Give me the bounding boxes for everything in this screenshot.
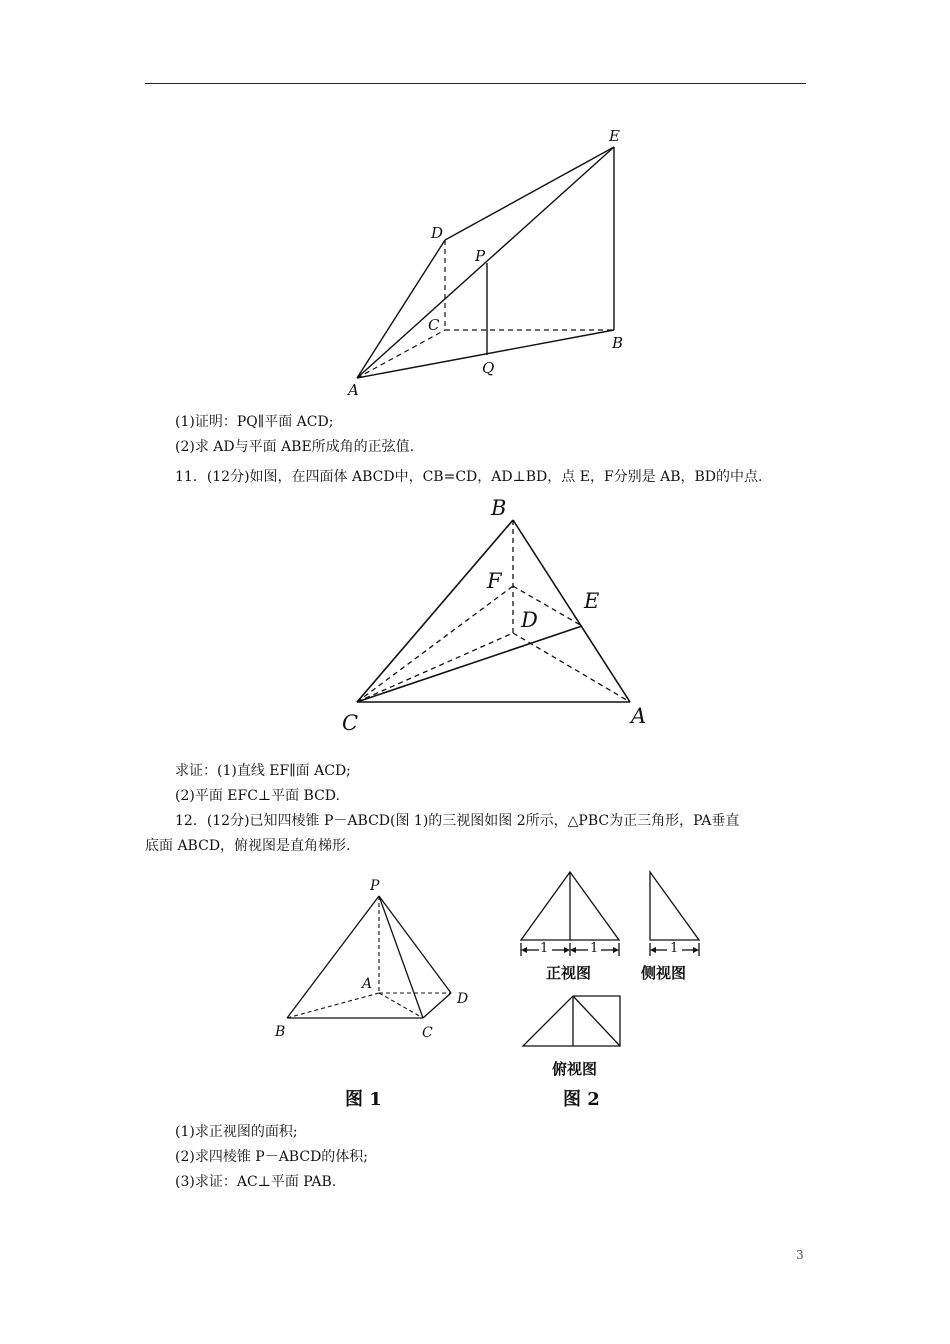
front-view-caption: 正视图	[546, 964, 592, 982]
label-A: A	[348, 381, 359, 399]
side-view-triangle	[650, 872, 699, 940]
edge-AB	[287, 993, 379, 1018]
label-E: E	[609, 127, 620, 145]
top-view-diagonal	[573, 996, 620, 1046]
dim-label-front-right: 1	[590, 941, 599, 956]
q12-stem-line2: 底面 ABCD，俯视图是直角梯形.	[145, 838, 351, 854]
label-P: P	[475, 247, 486, 265]
label-B: B	[275, 1024, 286, 1040]
label-D: D	[457, 991, 469, 1007]
side-view-caption: 侧视图	[641, 964, 687, 982]
edge-CD	[423, 993, 451, 1018]
q12-part1: (1)求正视图的面积;	[175, 1124, 298, 1140]
top-view-caption: 俯视图	[552, 1060, 598, 1078]
q12-part2: (2)求四棱锥 P－ABCD的体积;	[175, 1149, 369, 1165]
label-C: C	[422, 1025, 433, 1041]
fig2-caption: 图 2	[563, 1089, 600, 1110]
dim-label-front-left: 1	[540, 941, 549, 956]
page-number: 3	[796, 1248, 804, 1262]
edge-PD	[379, 896, 451, 993]
label-A: A	[631, 704, 647, 728]
q10-part2: (2)求 AD与平面 ABE所成角的正弦值.	[175, 439, 415, 455]
label-P: P	[370, 878, 380, 894]
edge-PB	[287, 896, 379, 1018]
q10-part1: (1)证明：PQ∥平面 ACD;	[175, 414, 334, 430]
fig1-caption: 图 1	[345, 1089, 382, 1110]
label-B: B	[612, 334, 624, 352]
edge-AC	[379, 993, 423, 1018]
label-D: D	[521, 608, 538, 632]
q11-part2: (2)平面 EFC⊥平面 BCD.	[175, 788, 340, 804]
label-A: A	[362, 976, 373, 992]
label-D: D	[431, 224, 444, 242]
label-B: B	[491, 496, 507, 520]
q12-part3: (3)求证：AC⊥平面 PAB.	[175, 1174, 337, 1190]
label-Q: Q	[482, 359, 495, 377]
label-C: C	[428, 316, 440, 334]
q11-stem: 11．(12分)如图，在四面体 ABCD中，CB=CD，AD⊥BD，点 E，F分别是 AB，BD的中点.	[175, 469, 763, 485]
top-view-trapezoid	[523, 996, 620, 1046]
dim-label-side: 1	[670, 941, 679, 956]
label-E: E	[584, 589, 600, 613]
q12-stem-line1: 12．(12分)已知四棱锥 P－ABCD(图 1)的三视图如图 2所示，△PBC为正三角形，PA垂直	[175, 813, 740, 829]
label-C: C	[342, 711, 359, 735]
edge-PC	[379, 896, 423, 1018]
q11-part1: 求证：(1)直线 EF∥面 ACD;	[175, 763, 351, 779]
label-F: F	[487, 569, 502, 593]
